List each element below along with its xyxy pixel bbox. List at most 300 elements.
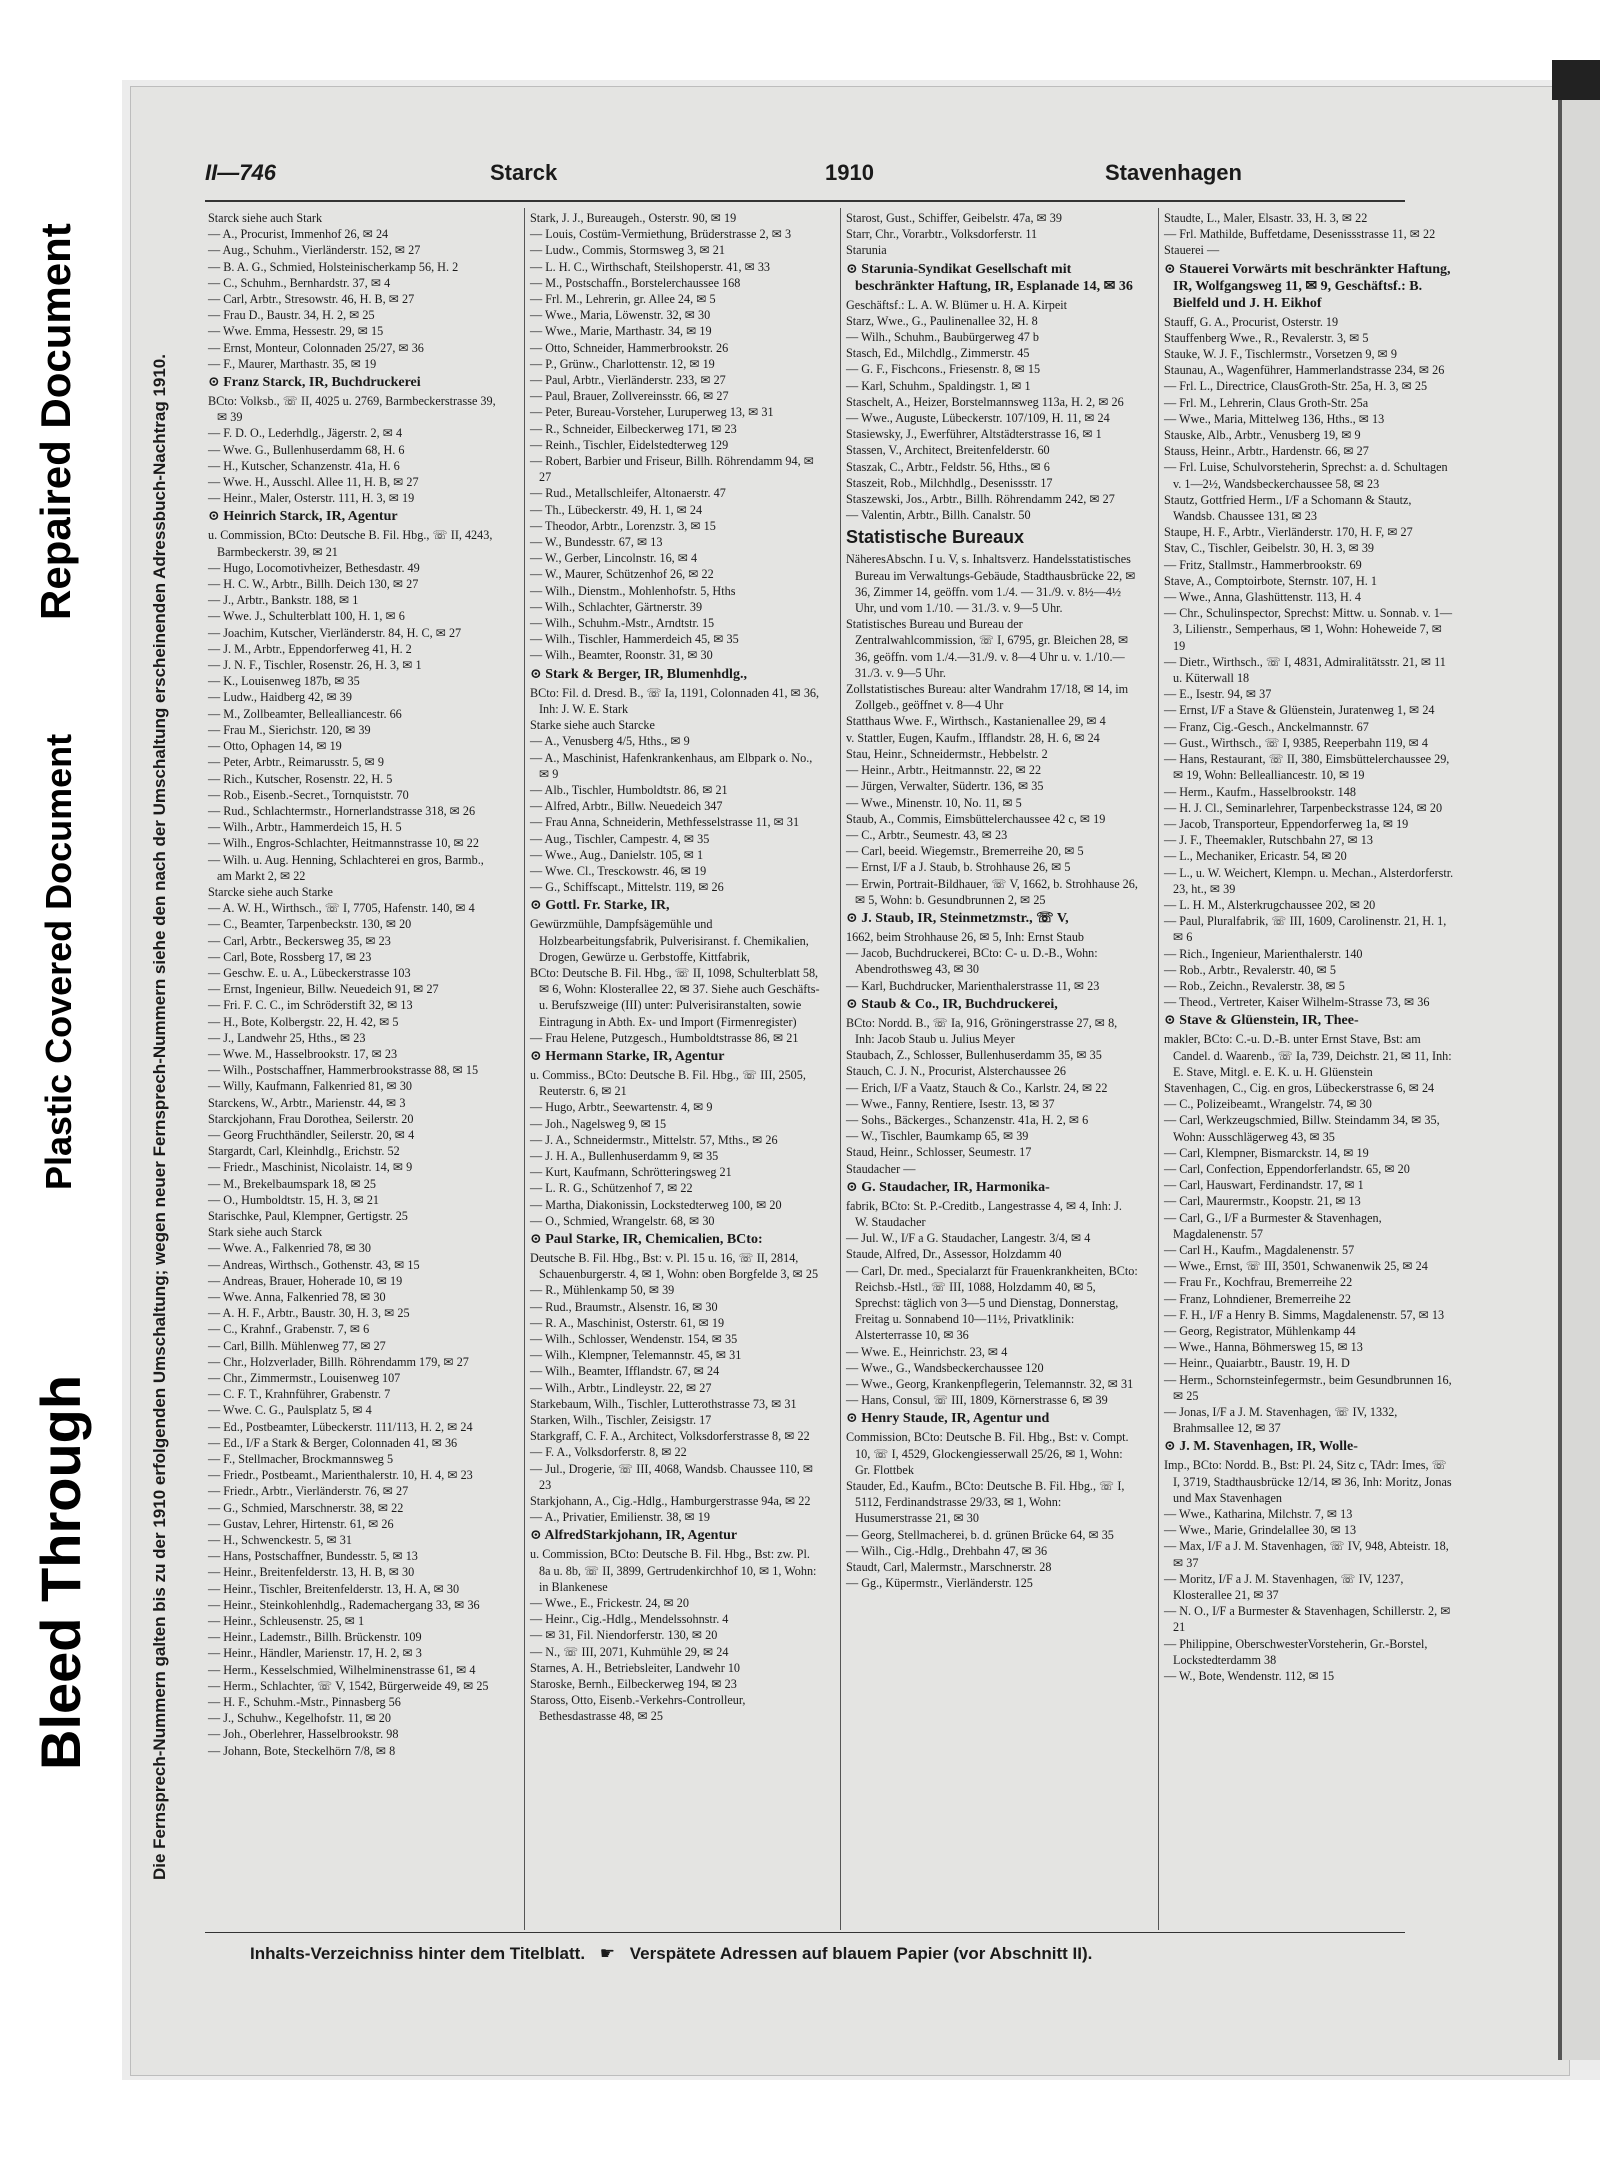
directory-entry: Stavenhagen, C., Cig. en gros, Lübeckerstrasse 6, ✉ 24: [1164, 1080, 1435, 1095]
directory-entry: — M., Postschaffn., Borstelerchaussee 168: [530, 275, 741, 290]
directory-entry: — Chr., Zimmermstr., Louisenweg 107: [208, 1371, 401, 1386]
directory-entry: — Chr., Schulinspector, Sprechst: Mittw. u. Sonnab. v. 1—3, Lilienstr., Semperhaus, ✉ 1, Wohn: Hoheweide 7, ✉ 19: [1164, 606, 1453, 653]
directory-entry: — Heinr., Cig.-Hdlg., Mendelssohnstr. 4: [530, 1612, 729, 1627]
directory-entry: — G. F., Fischcons., Friesenstr. 8, ✉ 15: [846, 362, 1041, 377]
directory-entry: — Wwe. Anna, Falkenried 78, ✉ 30: [208, 1290, 386, 1304]
directory-entry: — Theod., Vertreter, Kaiser Wilhelm-Strasse 73, ✉ 36: [1164, 995, 1430, 1010]
directory-entry: Starke siehe auch Starcke: [530, 718, 655, 733]
directory-entry: — Frl. M., Lehrerin, gr. Allee 24, ✉ 5: [530, 292, 716, 307]
firm-entry: ⊙ AlfredStarkjohann, IR, Agentur: [530, 1528, 738, 1544]
directory-entry: — Otto, Schneider, Hammerbrookstr. 26: [530, 340, 729, 355]
directory-entry: v. Stattler, Eugen, Kaufm., Ifflandstr. 28, H. 6, ✉ 24: [846, 730, 1100, 745]
directory-entry: — Wilh., Tischler, Hammerdeich 45, ✉ 35: [530, 632, 739, 647]
directory-entry: Stauerei —: [1164, 243, 1220, 258]
directory-entry: — Karl, Schuhm., Spaldingstr. 1, ✉ 1: [846, 378, 1031, 393]
directory-entry: — Wwe., Fanny, Rentiere, Isestr. 13, ✉ 37: [846, 1096, 1055, 1111]
directory-entry: fabrik, BCto: St. P.-Creditb., Langestrasse 4, ✉ 4, Inh: J. W. Staudacher: [846, 1198, 1122, 1229]
firm-entry: ⊙ Stauerei Vorwärts mit beschränkter Haftung, IR, Wolfgangsweg 11, ✉ 9, Geschäftsf.: B. Bielfeld und J. H. Eikhof: [1164, 261, 1451, 311]
directory-entry: BCto: Fil. d. Dresd. B., ☏ Ia, 1191, Colonnaden 41, ✉ 36, Inh: J. W. E. Stark: [530, 685, 820, 716]
stamp-plastic-covered: Plastic Covered Document: [38, 733, 79, 1190]
directory-entry: Starz, Wwe., G., Paulinenallee 32, H. 8: [846, 313, 1038, 328]
directory-column-2: [530, 210, 822, 1725]
directory-entry: — Jürgen, Verwalter, Südertr. 136, ✉ 35: [846, 779, 1044, 794]
directory-entry: — Wilh., Beamter, Roonstr. 31, ✉ 30: [530, 648, 713, 663]
directory-entry: — Gg., Küpermstr., Vierländerstr. 125: [846, 1576, 1033, 1591]
directory-entry: — A. W. H., Wirthsch., ☏ I, 7705, Hafenstr. 140, ✉ 4: [208, 901, 475, 916]
firm-entry: ⊙ Franz Starck, IR, Buchdruckerei: [208, 375, 421, 391]
directory-entry: Staudte, L., Maler, Elsastr. 33, H. 3, ✉ 22: [1164, 211, 1368, 225]
directory-entry: Staubach, Z., Schlosser, Bullenhuserdamm 35, ✉ 35: [846, 1048, 1102, 1063]
firm-entry: ⊙ Heinrich Starck, IR, Agentur: [208, 509, 398, 525]
directory-entry: Stav, C., Tischler, Geibelstr. 30, H. 3, ✉ 39: [1164, 541, 1375, 556]
directory-entry: — Ernst, Monteur, Colonnaden 25/27, ✉ 36: [208, 340, 424, 355]
directory-entry: — K., Louisenweg 187b, ✉ 35: [208, 674, 360, 689]
directory-entry: — P., Grünw., Charlottenstr. 12, ✉ 19: [530, 356, 715, 371]
directory-entry: BCto: Volksb., ☏ II, 4025 u. 2769, Barmbeckerstrasse 39, ✉ 39: [208, 394, 496, 425]
stamp-repaired: Repaired Document: [32, 223, 79, 620]
directory-entry: — Carl, Confection, Eppendorferlandstr. 65, ✉ 20: [1164, 1161, 1410, 1176]
directory-entry: NäheresAbschn. I u. V, s. Inhaltsverz. Handelsstatistisches Bureau im Verwaltungs-Gebäude, Stadthausbrücke 22, ✉ 36, Zimmer 14, geöffn. vom 1./4. — 31./9. v. 8½—4½ Uhr, und vom 1./10. — 31./3. v. 9—5 Uhr.: [846, 552, 1136, 616]
directory-column-4: [1164, 210, 1456, 1684]
directory-entry: — Rob., Arbtr., Revalerstr. 40, ✉ 5: [1164, 962, 1337, 977]
directory-entry: Starckens, W., Arbtr., Marienstr. 44, ✉ 3: [208, 1095, 406, 1110]
directory-entry: — Wwe., Auguste, Lübeckerstr. 107/109, H. 11, ✉ 24: [846, 411, 1110, 426]
pointing-hand-icon: ☛: [599, 1944, 616, 1963]
directory-entry: — Johann, Bote, Steckelhörn 7/8, ✉ 8: [208, 1743, 396, 1758]
directory-entry: — Frau Helene, Putzgesch., Humboldtstrasse 86, ✉ 21: [530, 1030, 799, 1045]
directory-entry: — A. H. F., Arbtr., Baustr. 30, H. 3, ✉ 25: [208, 1306, 410, 1321]
directory-entry: — Frau M., Sierichstr. 120, ✉ 39: [208, 722, 371, 737]
directory-entry: Staroske, Bernh., Eilbeckerweg 194, ✉ 23: [530, 1677, 737, 1692]
directory-entry: Stauss, Heinr., Arbtr., Hardenstr. 66, ✉ 27: [1164, 444, 1369, 459]
directory-entry: Stauffenberg Wwe., R., Revalerstr. 3, ✉ 5: [1164, 330, 1369, 345]
directory-entry: — Wilh., Arbtr., Hammerdeich 15, H. 5: [208, 820, 402, 835]
directory-entry: — Ernst, Ingenieur, Billw. Neuedeich 91, ✉ 27: [208, 982, 439, 997]
directory-entry: — J., Landwehr 25, Hths., ✉ 23: [208, 1030, 366, 1045]
directory-entry: — Carl, Billh. Mühlenweg 77, ✉ 27: [208, 1338, 386, 1353]
directory-entry: — Heinr., Tischler, Breitenfelderstr. 13, H. A, ✉ 30: [208, 1581, 460, 1596]
directory-entry: — E., Isestr. 94, ✉ 37: [1164, 687, 1272, 702]
directory-entry: Staudacher —: [846, 1161, 916, 1176]
directory-entry: — Andreas, Brauer, Hoherade 10, ✉ 19: [208, 1273, 403, 1288]
directory-entry: — Heinr., Breitenfelderstr. 13, H. B, ✉ 30: [208, 1565, 415, 1580]
directory-entry: — O., Humboldtstr. 15, H. 3, ✉ 21: [208, 1192, 380, 1207]
directory-entry: Stauff, G. A., Procurist, Osterstr. 19: [1164, 314, 1339, 329]
directory-entry: — Wwe., Maria, Mittelweg 136, Hths., ✉ 13: [1164, 411, 1385, 426]
directory-entry: — Frau Fr., Kochfrau, Bremerreihe 22: [1164, 1275, 1353, 1290]
directory-entry: — W., Bundesstr. 67, ✉ 13: [530, 535, 663, 550]
directory-entry: — M., Zollbeamter, Bellealliancestr. 66: [208, 706, 402, 721]
directory-entry: — Franz, Lohndiener, Bremerreihe 22: [1164, 1291, 1351, 1306]
directory-entry: — A., Procurist, Immenhof 26, ✉ 24: [208, 227, 389, 242]
firm-entry: ⊙ Stave & Glüenstein, IR, Thee-: [1164, 1013, 1359, 1029]
directory-entry: — Martha, Diakonissin, Lockstedterweg 100, ✉ 20: [530, 1197, 782, 1212]
directory-entry: Staub, A., Commis, Eimsbüttelerchaussee 42 c, ✉ 19: [846, 811, 1106, 826]
directory-entry: Staszeit, Rob., Milchhdlg., Desenissstr. 17: [846, 475, 1053, 490]
directory-entry: — Paul, Pluralfabrik, ☏ III, 1609, Carolinenstr. 21, H. 1, ✉ 6: [1164, 914, 1447, 945]
directory-entry: — Wwe., Ernst, ☏ III, 3501, Schwanenwik 25, ✉ 24: [1164, 1259, 1428, 1274]
directory-entry: — W., Maurer, Schützenhof 26, ✉ 22: [530, 567, 714, 582]
directory-entry: — Friedr., Postbeamt., Marienthalerstr. 10, H. 4, ✉ 23: [208, 1468, 473, 1483]
directory-entry: — ✉ 31, Fil. Niendorferstr. 130, ✉ 20: [530, 1628, 718, 1643]
directory-entry: — Herm., Schlachter, ☏ V, 1542, Bürgerweide 49, ✉ 25: [208, 1678, 489, 1693]
directory-entry: — Wwe., Anna, Glashüttenstr. 113, H. 4: [1164, 590, 1362, 605]
directory-entry: — Wwe. M., Hasselbrookstr. 17, ✉ 23: [208, 1046, 398, 1061]
directory-entry: — Wwe., Hanna, Böhmersweg 15, ✉ 13: [1164, 1340, 1363, 1355]
directory-entry: — Wilh., Klempner, Telemannstr. 45, ✉ 31: [530, 1348, 742, 1363]
directory-entry: — Ernst, I/F a J. Staub, b. Strohhause 26, ✉ 5: [846, 860, 1071, 875]
directory-column-3: [846, 210, 1138, 1591]
directory-entry: — Peter, Arbtr., Reimarusstr. 5, ✉ 9: [208, 755, 384, 770]
directory-entry: — Wwe., Aug., Danielstr. 105, ✉ 1: [530, 847, 704, 862]
directory-entry: Staunau, A., Wagenführer, Hammerlandstrasse 234, ✉ 26: [1164, 363, 1445, 378]
directory-entry: — B. A. G., Schmied, Holsteinischerkamp 56, H. 2: [208, 259, 459, 274]
directory-entry: — O., Schmied, Wrangelstr. 68, ✉ 30: [530, 1213, 715, 1228]
directory-entry: — Carl, G., I/F a Burmester & Stavenhagen, Magdalenenstr. 57: [1164, 1210, 1382, 1241]
directory-entry: — Karl, Buchdrucker, Marienthalerstrasse 11, ✉ 23: [846, 978, 1100, 993]
scan-edge-dark: [1552, 60, 1600, 100]
directory-entry: — F. D. O., Lederhdlg., Jägerstr. 2, ✉ 4: [208, 426, 403, 441]
directory-entry: — Friedr., Arbtr., Vierländerstr. 76, ✉ 27: [208, 1484, 409, 1499]
directory-entry: — C., Schuhm., Bernhardstr. 37, ✉ 4: [208, 275, 391, 290]
directory-entry: — Valentin, Arbtr., Billh. Canalstr. 50: [846, 508, 1031, 523]
directory-entry: Staross, Otto, Eisenb.-Verkehrs-Controlleur, Bethesdastrasse 48, ✉ 25: [530, 1693, 746, 1724]
firm-entry: ⊙ Starunia-Syndikat Gesellschaft mit beschränkter Haftung, IR, Esplanade 14, ✉ 36: [846, 261, 1133, 294]
directory-entry: — C., Krahnf., Grabenstr. 7, ✉ 6: [208, 1322, 370, 1337]
directory-entry: — Hans, Consul, ☏ III, 1809, Körnerstrasse 6, ✉ 39: [846, 1393, 1108, 1408]
side-note: Die Fernsprech-Nummern galten bis zu der 1910 erfolgenden Umschaltung; wegen neuer Fernsprech-Nummern siehe den nach der Umschaltung erscheinenden Adressbuch-Nachtrag 1910.: [150, 354, 169, 1880]
directory-entry: Stasch, Ed., Milchdlg., Zimmerstr. 45: [846, 346, 1030, 361]
directory-entry: — L. H. C., Wirthschaft, Steilshoperstr. 41, ✉ 33: [530, 259, 771, 274]
directory-entry: — Heinr., Maler, Osterstr. 111, H. 3, ✉ 19: [208, 491, 415, 506]
firm-entry: ⊙ Henry Staude, IR, Agentur und: [846, 1411, 1050, 1427]
directory-entry: — Alb., Tischler, Humboldtstr. 86, ✉ 21: [530, 782, 728, 797]
directory-entry: — Rich., Ingenieur, Marienthalerstr. 140: [1164, 946, 1363, 961]
directory-entry: Starkjohann, A., Cig.-Hdlg., Hamburgerstrasse 94a, ✉ 22: [530, 1494, 811, 1509]
directory-entry: — H. J. Cl., Seminarlehrer, Tarpenbeckstrasse 124, ✉ 20: [1164, 800, 1443, 815]
directory-entry: Deutsche B. Fil. Hbg., Bst: v. Pl. 15 u. 16, ☏ II, 2814, Schauenburgerstr. 4, ✉ 1, Wohn: oben Borgfelde 3, ✉ 25: [530, 1250, 819, 1282]
directory-entry: — Wwe., E., Frickestr. 24, ✉ 20: [530, 1596, 689, 1611]
directory-entry: Staschelt, A., Heizer, Borstelmannsweg 113a, H. 2, ✉ 26: [846, 394, 1124, 409]
directory-entry: — F., Maurer, Marthastr. 35, ✉ 19: [208, 356, 377, 371]
directory-entry: Staud, Heinr., Schlosser, Seumestr. 17: [846, 1145, 1032, 1160]
directory-entry: — Erich, I/F a Vaatz, Stauch & Co., Karlstr. 24, ✉ 22: [846, 1080, 1108, 1095]
directory-entry: makler, BCto: C.-u. D.-B. unter Ernst Stave, Bst: am Candel. d. Waarenb., ☏ Ia, 739, Deichstr. 21, ✉ 11, Inh: E. Stave, Mitgl. e. E. K. u. H. Glüenstein: [1164, 1032, 1452, 1079]
directory-entry: BCto: Deutsche B. Fil. Hbg., ☏ II, 1098, Schulterblatt 58, ✉ 6, Wohn: Klosterallee 22, ✉ 37. Siehe auch Geschäfts- u. Berufszweige (III) unter: Pulverisiranstalten, sowie Eintragung in Abth. Ex- und Import (Firmenregister): [530, 965, 820, 1029]
directory-entry: — J. N. F., Tischler, Rosenstr. 26, H. 3, ✉ 1: [208, 658, 422, 673]
directory-entry: Zollstatistisches Bureau: alter Wandrahm 17/18, ✉ 14, im Zollgeb., geöffnet v. 8—4 Uhr: [846, 682, 1129, 713]
footer-left: Inhalts-Verzeichniss hinter dem Titelblatt.: [250, 1944, 586, 1963]
directory-entry: — Willy, Kaufmann, Falkenried 81, ✉ 30: [208, 1079, 413, 1094]
directory-entry: — Georg, Registrator, Mühlenkamp 44: [1164, 1324, 1356, 1338]
directory-entry: — Max, I/F a J. M. Stavenhagen, ☏ IV, 948, Abteistr. 18, ✉ 37: [1164, 1539, 1449, 1570]
directory-entry: — F. A., Volksdorferstr. 8, ✉ 22: [530, 1445, 687, 1460]
directory-entry: — Peter, Bureau-Vorsteher, Luruperweg 13, ✉ 31: [530, 405, 774, 420]
directory-entry: — F. H., I/F a Henry B. Simms, Magdalenenstr. 57, ✉ 13: [1164, 1307, 1445, 1322]
directory-entry: — Alfred, Arbtr., Billw. Neuedeich 347: [530, 799, 723, 814]
directory-entry: — Rud., Metallschleifer, Altonaerstr. 47: [530, 486, 726, 501]
directory-entry: Stargardt, Carl, Kleinhdlg., Erichstr. 52: [208, 1144, 400, 1159]
directory-entry: — H., Bote, Kolbergstr. 22, H. 42, ✉ 5: [208, 1014, 399, 1029]
document-condition-stamp: [20, 120, 130, 1820]
directory-entry: — N. O., I/F a Burmester & Stavenhagen, Schillerstr. 2, ✉ 21: [1164, 1604, 1451, 1635]
directory-entry: Starcke siehe auch Starke: [208, 884, 333, 899]
directory-entry: u. Commission, BCto: Deutsche B. Fil. Hbg., ☏ II, 4243, Barmbeckerstr. 39, ✉ 21: [208, 528, 493, 559]
firm-entry: ⊙ Stark & Berger, IR, Blumenhdlg.,: [530, 666, 747, 682]
directory-entry: — R., Schneider, Eilbeckerweg 171, ✉ 23: [530, 421, 737, 436]
directory-entry: — Wilh., Postschaffner, Hammerbrookstrasse 88, ✉ 15: [208, 1063, 479, 1078]
directory-entry: — Jul. W., I/F a G. Staudacher, Langestr. 3/4, ✉ 4: [846, 1231, 1091, 1246]
directory-entry: — Ed., Postbeamter, Lübeckerstr. 111/113, H. 2, ✉ 24: [208, 1419, 473, 1434]
directory-entry: — H. C. W., Arbtr., Billh. Deich 130, ✉ 27: [208, 577, 419, 592]
firm-entry: ⊙ Hermann Starke, IR, Agentur: [530, 1048, 725, 1064]
directory-entry: — Jacob, Buchdruckerei, BCto: C- u. D.-B., Wohn: Abendrothsweg 43, ✉ 30: [846, 946, 1098, 977]
directory-entry: — L. R. G., Schützenhof 7, ✉ 22: [530, 1181, 693, 1196]
directory-entry: — H. F., Schuhm.-Mstr., Pinnasberg 56: [208, 1695, 401, 1710]
directory-entry: — Wilh., Engros-Schlachter, Heitmannstrasse 10, ✉ 22: [208, 836, 479, 851]
directory-entry: — Carl H., Kaufm., Magdalenenstr. 57: [1164, 1242, 1355, 1257]
directory-entry: — M., Brekelbaumspark 18, ✉ 25: [208, 1176, 376, 1191]
header-rule: [205, 200, 1405, 202]
header-year: 1910: [825, 160, 874, 185]
directory-entry: Staszewski, Jos., Arbtr., Billh. Röhrendamm 242, ✉ 27: [846, 492, 1115, 507]
directory-entry: — Wwe., Katharina, Milchstr. 7, ✉ 13: [1164, 1507, 1353, 1522]
directory-entry: — Wilh., Dienstm., Mohlenhofstr. 5, Hths: [530, 583, 736, 598]
directory-entry: — H., Kutscher, Schanzenstr. 41a, H. 6: [208, 458, 400, 473]
page-header: [205, 160, 1395, 190]
directory-entry: — Moritz, I/F a J. M. Stavenhagen, ☏ IV, 1237, Klosterallee 21, ✉ 37: [1164, 1571, 1404, 1603]
directory-entry: — J. M., Arbtr., Eppendorferweg 41, H. 2: [208, 641, 412, 656]
directory-entry: — Carl, Bote, Rossberg 17, ✉ 23: [208, 949, 372, 964]
directory-entry: — Heinr., Steinkohlenhdlg., Rademachergang 33, ✉ 36: [208, 1597, 480, 1612]
directory-entry: — Joh., Nagelsweg 9, ✉ 15: [530, 1116, 667, 1131]
directory-entry: — Heinr., Händler, Marienstr. 17, H. 2, ✉ 3: [208, 1646, 422, 1661]
directory-entry: — Ernst, I/F a Stave & Glüenstein, Juratenweg 1, ✉ 24: [1164, 703, 1435, 718]
firm-entry: ⊙ G. Staudacher, IR, Harmonika-: [846, 1179, 1050, 1195]
directory-entry: — L., Mechaniker, Ericastr. 54, ✉ 20: [1164, 849, 1347, 864]
directory-entry: Staudt, Carl, Malermstr., Marschnerstr. 28: [846, 1560, 1052, 1575]
directory-entry: — Wwe. G., Bullenhuserdamm 68, H. 6: [208, 442, 405, 457]
directory-entry: — Wilh., Schuhm., Baubürgerweg 47 b: [846, 330, 1040, 345]
directory-entry: Stauke, W. J. F., Tischlermstr., Vorsetzen 9, ✉ 9: [1164, 347, 1397, 362]
directory-entry: — A., Maschinist, Hafenkrankenhaus, am Elbpark o. No., ✉ 9: [530, 750, 813, 781]
directory-entry: — A., Venusberg 4/5, Hths., ✉ 9: [530, 734, 690, 749]
directory-entry: — Aug., Schuhm., Vierländerstr. 152, ✉ 27: [208, 243, 421, 258]
column-divider: [840, 208, 841, 1930]
directory-entry: — Jonas, I/F a J. M. Stavenhagen, ☏ IV, 1332, Brahmsallee 12, ✉ 37: [1164, 1405, 1398, 1436]
directory-entry: — Wwe., Georg, Krankenpflegerin, Telemannstr. 32, ✉ 31: [846, 1377, 1134, 1391]
directory-entry: — Wwe. Emma, Hessestr. 29, ✉ 15: [208, 324, 384, 339]
directory-entry: — Herm., Schornsteinfegermstr., beim Gesundbrunnen 16, ✉ 25: [1164, 1372, 1452, 1403]
directory-entry: Starr, Chr., Vorarbtr., Volksdorferstr. 11: [846, 227, 1038, 242]
directory-entry: — Wwe. C. G., Paulsplatz 5, ✉ 4: [208, 1403, 372, 1418]
directory-entry: Starken, Wilh., Tischler, Zeisigstr. 17: [530, 1413, 712, 1428]
directory-entry: Starkebaum, Wilh., Tischler, Lutterothstrasse 73, ✉ 31: [530, 1396, 797, 1411]
directory-entry: — Wilh., Schuhm.-Mstr., Arndtstr. 15: [530, 616, 715, 631]
directory-entry: — Th., Lübeckerstr. 49, H. 1, ✉ 24: [530, 502, 703, 517]
directory-entry: — J. H. A., Bullenhuserdamm 9, ✉ 35: [530, 1148, 719, 1163]
page-number: II—746: [205, 160, 276, 185]
directory-entry: — Hans, Postschaffner, Bundesstr. 5, ✉ 13: [208, 1549, 418, 1564]
directory-entry: — G., Schiffscapt., Mittelstr. 119, ✉ 26: [530, 880, 724, 895]
directory-entry: Starck siehe auch Stark: [208, 211, 323, 225]
directory-entry: u. Commiss., BCto: Deutsche B. Fil. Hbg., ☏ III, 2505, Reuterstr. 6, ✉ 21: [530, 1067, 806, 1099]
directory-entry: — Carl, Hauswart, Ferdinandstr. 17, ✉ 1: [1164, 1178, 1364, 1193]
section-heading: Statistische Bureaux: [846, 527, 1025, 548]
directory-entry: — J., Arbtr., Bankstr. 188, ✉ 1: [208, 593, 359, 608]
directory-entry: — Erwin, Portrait-Bildhauer, ☏ V, 1662, b. Strohhause 26, ✉ 5, Wohn: b. Gesundbrunnen 2, ✉ 25: [846, 876, 1138, 907]
directory-entry: — Herm., Kesselschmied, Wilhelminenstrasse 61, ✉ 4: [208, 1662, 476, 1677]
directory-entry: — Friedr., Maschinist, Nicolaistr. 14, ✉ 9: [208, 1160, 413, 1175]
directory-entry: — Paul, Brauer, Zollvereinsstr. 66, ✉ 27: [530, 389, 729, 404]
directory-entry: — Wwe. A., Falkenried 78, ✉ 30: [208, 1241, 371, 1256]
directory-entry: — Wwe. J., Schulterblatt 100, H. 1, ✉ 6: [208, 609, 405, 624]
directory-entry: — Fri. F. C. C., im Schröderstift 32, ✉ 13: [208, 998, 413, 1013]
directory-entry: — Carl, Klempner, Bismarckstr. 14, ✉ 19: [1164, 1145, 1369, 1160]
directory-entry: Starckjohann, Frau Dorothea, Seilerstr. 20: [208, 1111, 414, 1126]
directory-entry: Starnes, A. H., Betriebsleiter, Landwehr 10: [530, 1660, 741, 1675]
directory-entry: — C., Arbtr., Seumestr. 43, ✉ 23: [846, 827, 1008, 842]
directory-entry: Staude, Alfred, Dr., Assessor, Holzdamm 40: [846, 1247, 1062, 1262]
directory-entry: Imp., BCto: Nordd. B., Bst: Pl. 24, Sitz c, TAdr: Imes, ☏ I, 3719, Stadthausbrücke 12/14, ✉ 36, Inh: Moritz, Jonas und Max Stavenhagen: [1164, 1458, 1452, 1505]
firm-entry: ⊙ Paul Starke, IR, Chemicalien, BCto:: [530, 1231, 763, 1247]
directory-entry: — Heinr., Schleusenstr. 25, ✉ 1: [208, 1614, 365, 1629]
directory-entry: — Frl. Luise, Schulvorsteherin, Sprechst: a. d. Schultagen v. 1—2½, Wandsbeckerchaussee 58, ✉ 23: [1164, 460, 1448, 491]
directory-entry: — Wwe. H., Ausschl. Allee 11, H. B, ✉ 27: [208, 475, 419, 490]
directory-entry: — Wwe., Marie, Grindelallee 30, ✉ 13: [1164, 1523, 1357, 1538]
directory-entry: — J. F., Theemakler, Rutschbahn 27, ✉ 13: [1164, 833, 1373, 848]
directory-entry: Stauder, Ed., Kaufm., BCto: Deutsche B. Fil. Hbg., ☏ I, 5112, Ferdinandstrasse 29/33, ✉ 1, Wohn: Husumerstrasse 21, ✉ 30: [846, 1479, 1125, 1526]
directory-entry: — Ludw., Commis, Stormsweg 3, ✉ 21: [530, 243, 725, 258]
directory-entry: — N., ☏ III, 2071, Kuhmühle 29, ✉ 24: [530, 1644, 729, 1659]
directory-entry: Stave, A., Comptoirbote, Sternstr. 107, H. 1: [1164, 573, 1377, 588]
directory-entry: — G., Schmied, Marschnerstr. 38, ✉ 22: [208, 1500, 404, 1515]
directory-entry: Stauch, C. J. N., Procurist, Alsterchaussee 26: [846, 1064, 1067, 1079]
directory-entry: — Rud., Braumstr., Alsenstr. 16, ✉ 30: [530, 1299, 718, 1314]
directory-entry: — Theodor, Arbtr., Lorenzstr. 3, ✉ 15: [530, 518, 716, 533]
directory-entry: — Gust., Wirthsch., ☏ I, 9385, Reeperbahn 119, ✉ 4: [1164, 735, 1428, 750]
directory-entry: — W., Gerber, Lincolnstr. 16, ✉ 4: [530, 551, 698, 566]
directory-entry: — A., Privatier, Emilienstr. 38, ✉ 19: [530, 1510, 710, 1525]
column-divider: [524, 208, 525, 1930]
directory-entry: Stassen, V., Architect, Breitenfelderstr. 60: [846, 443, 1050, 458]
directory-entry: — Ed., I/F a Stark & Berger, Colonnaden 41, ✉ 36: [208, 1435, 458, 1450]
directory-entry: — Joh., Oberlehrer, Hasselbrookstr. 98: [208, 1727, 399, 1742]
directory-entry: u. Commission, BCto: Deutsche B. Fil. Hbg., Bst: zw. Pl. 8a u. 8b, ☏ II, 3899, Gertrudenkirchhof 10, ✉ 1, Wohn: in Blankenese: [530, 1547, 817, 1594]
directory-entry: — Frl. M., Lehrerin, Claus Groth-Str. 25a: [1164, 395, 1369, 410]
directory-entry: Stau, Heinr., Schneidermstr., Hebbelstr. 2: [846, 746, 1048, 761]
directory-entry: 1662, beim Strohhause 26, ✉ 5, Inh: Ernst Staub: [846, 929, 1085, 944]
column-divider: [1158, 208, 1159, 1930]
directory-entry: — J., Schuhw., Kegelhofstr. 11, ✉ 20: [208, 1711, 391, 1726]
directory-entry: Statthaus Wwe. F., Wirthsch., Kastanienallee 29, ✉ 4: [846, 714, 1106, 729]
directory-entry: — Sohs., Bäckerges., Schanzenstr. 41a, H. 2, ✉ 6: [846, 1112, 1089, 1127]
directory-entry: — Robert, Barbier und Friseur, Billh. Röhrendamm 94, ✉ 27: [530, 454, 814, 485]
firm-entry: ⊙ J. Staub, IR, Steinmetzmstr., ☏ V,: [846, 910, 1069, 926]
directory-entry: — Wilh., Beamter, Ifflandstr. 67, ✉ 24: [530, 1364, 720, 1379]
directory-entry: — Louis, Costüm-Vermiethung, Brüderstrasse 2, ✉ 3: [530, 227, 792, 242]
directory-entry: — Dietr., Wirthsch., ☏ I, 4831, Admiralitätsstr. 21, ✉ 11 u. Küterwall 18: [1164, 654, 1446, 686]
directory-entry: — Frl. L., Directrice, ClausGroth-Str. 25a, H. 3, ✉ 25: [1164, 379, 1428, 394]
header-right-word: Stavenhagen: [1105, 160, 1242, 185]
directory-entry: Gewürzmühle, Dampfsägemühle und Holzbearbeitungsfabrik, Pulverisiranst. f. Chemikalien, Drogen, Gewürze u. Gerbstoffe, Kittfabrik,: [530, 917, 809, 964]
directory-entry: Stauske, Alb., Arbtr., Venusberg 19, ✉ 9: [1164, 428, 1361, 443]
directory-entry: — L. H. M., Alsterkrugchaussee 202, ✉ 20: [1164, 897, 1376, 912]
directory-entry: — F., Stellmacher, Brockmannsweg 5: [208, 1452, 394, 1467]
directory-entry: — Rich., Kutscher, Rosenstr. 22, H. 5: [208, 771, 393, 786]
directory-entry: — Geschw. E. u. A., Lübeckerstrasse 103: [208, 965, 411, 980]
directory-entry: — Wwe., G., Wandsbeckerchaussee 120: [846, 1360, 1044, 1375]
directory-entry: — R., Mühlenkamp 50, ✉ 39: [530, 1283, 675, 1298]
directory-entry: — Wwe., Maria, Löwenstr. 32, ✉ 30: [530, 308, 711, 323]
directory-entry: — Franz, Cig.-Gesch., Anckelmannstr. 67: [1164, 719, 1369, 734]
directory-entry: Statistisches Bureau und Bureau der Zentralwahlcommission, ☏ I, 6795, gr. Bleichen 28, ✉ 36, geöffn. vom 1./4.—31./9. v. 8—4 Uhr u. v. 1./10.—31./3. v. 9—5 Uhr.: [846, 617, 1129, 680]
directory-entry: — Fritz, Stallmstr., Hammerbrookstr. 69: [1164, 557, 1362, 572]
directory-entry: — Chr., Holzverlader, Billh. Röhrendamm 179, ✉ 27: [208, 1354, 469, 1369]
header-left-word: Starck: [490, 160, 558, 185]
directory-entry: — Philippine, OberschwesterVorsteherin, Gr.-Borstel, Lockstedterdamm 38: [1164, 1636, 1428, 1667]
next-page-edge: [1558, 100, 1600, 2060]
directory-entry: Stautz, Gottfried Herm., I/F a Schomann & Stautz, Wandsb. Chaussee 131, ✉ 23: [1164, 492, 1412, 524]
directory-entry: — Wilh. u. Aug. Henning, Schlachterei en gros, Barmb., am Markt 2, ✉ 22: [208, 852, 484, 883]
directory-entry: Staszak, C., Arbtr., Feldstr. 56, Hths., ✉ 6: [846, 459, 1050, 474]
directory-entry: Starischke, Paul, Klempner, Gertigstr. 25: [208, 1208, 408, 1223]
directory-entry: Staupe, H. F., Arbtr., Vierländerstr. 170, H. F, ✉ 27: [1164, 525, 1413, 540]
directory-entry: — Wwe., Minenstr. 10, No. 11, ✉ 5: [846, 795, 1022, 810]
directory-entry: — C., Beamter, Tarpenbeckstr. 130, ✉ 20: [208, 917, 412, 932]
directory-entry: — W., Bote, Wendenstr. 112, ✉ 15: [1164, 1669, 1335, 1684]
directory-entry: Stark siehe auch Starck: [208, 1225, 323, 1240]
directory-entry: — Carl, Dr. med., Specialarzt für Frauenkrankheiten, BCto: Reichsb.-Hstl., ☏ III, 1088, Holzdamm 40, ✉ 5, Sprechst: täglich von 3—5 und Dienstag, Donnerstag, Freitag u. Sonnabend 10—11½, Privatklinik: Alsterterrasse 10, ✉ 36: [846, 1263, 1138, 1343]
directory-entry: — R. A., Maschinist, Osterstr. 61, ✉ 19: [530, 1315, 725, 1330]
directory-entry: — Wilh., Schlosser, Wendenstr. 154, ✉ 35: [530, 1332, 738, 1346]
directory-entry: — Wilh., Schlachter, Gärtnerstr. 39: [530, 599, 703, 614]
directory-entry: — Wwe. Cl., Tresckowstr. 46, ✉ 19: [530, 863, 707, 878]
directory-entry: — C., Polizeibeamt., Wrangelstr. 74, ✉ 30: [1164, 1097, 1372, 1112]
directory-entry: — Wwe., Marie, Marthastr. 34, ✉ 19: [530, 324, 712, 339]
directory-entry: — Jacob, Transporteur, Eppendorferweg 1a, ✉ 19: [1164, 816, 1409, 831]
footer-right: Verspätete Adressen auf blauem Papier (vor Abschnitt II).: [629, 1944, 1093, 1963]
directory-entry: — C. F. T., Krahnführer, Grabenstr. 7: [208, 1387, 391, 1402]
directory-entry: — Herm., Kaufm., Hasselbrookstr. 148: [1164, 784, 1356, 799]
directory-entry: — Carl, Arbtr., Beckersweg 35, ✉ 23: [208, 933, 391, 948]
directory-entry: — W., Tischler, Baumkamp 65, ✉ 39: [846, 1129, 1029, 1144]
directory-entry: Starost, Gust., Schiffer, Geibelstr. 47a, ✉ 39: [846, 211, 1062, 225]
directory-entry: — Hugo, Arbtr., Seewartenstr. 4, ✉ 9: [530, 1100, 713, 1115]
directory-entry: Geschäftsf.: L. A. W. Blümer u. H. A. Kirpeit: [846, 297, 1068, 312]
directory-column-1: [208, 210, 500, 1759]
stamp-bleed-through: Bleed Through: [29, 1374, 92, 1770]
directory-entry: — Rob., Eisenb.-Secret., Tornquiststr. 70: [208, 787, 409, 802]
directory-entry: — Frau D., Baustr. 34, H. 2, ✉ 25: [208, 308, 375, 323]
directory-entry: — Hans, Restaurant, ☏ II, 380, Eimsbüttelerchaussee 29, ✉ 19, Wohn: Bellealliancestr. 10, ✉ 19: [1164, 752, 1450, 783]
directory-entry: — Joachim, Kutscher, Vierländerstr. 84, H. C, ✉ 27: [208, 625, 462, 640]
directory-entry: — Gustav, Lehrer, Hirtenstr. 61, ✉ 26: [208, 1516, 394, 1531]
directory-entry: — Wilh., Arbtr., Lindleystr. 22, ✉ 27: [530, 1380, 712, 1395]
directory-entry: — L., u. W. Weichert, Klempn. u. Mechan., Alsterdorferstr. 23, ht., ✉ 39: [1164, 865, 1454, 896]
directory-entry: — Carl, Arbtr., Stresowstr. 46, H. B, ✉ 27: [208, 292, 415, 307]
directory-entry: — H., Schwenckestr. 5, ✉ 31: [208, 1533, 352, 1548]
directory-entry: — Rob., Zeichn., Revalerstr. 38, ✉ 5: [1164, 978, 1345, 993]
directory-entry: — Wilh., Cig.-Hdlg., Drehbahn 47, ✉ 36: [846, 1543, 1048, 1558]
directory-entry: — Hugo, Locomotivheizer, Bethesdastr. 49: [208, 560, 420, 575]
directory-entry: — Heinr., Arbtr., Heitmannstr. 22, ✉ 22: [846, 763, 1042, 778]
directory-entry: — Frl. Mathilde, Buffetdame, Desenissstrasse 11, ✉ 22: [1164, 227, 1436, 242]
directory-entry: — Andreas, Wirthsch., Gothenstr. 43, ✉ 15: [208, 1257, 420, 1272]
firm-entry: ⊙ J. M. Stavenhagen, IR, Wolle-: [1164, 1439, 1358, 1455]
directory-entry: — Rud., Schlachtermstr., Hornerlandstrasse 318, ✉ 26: [208, 803, 476, 818]
directory-entry: — Carl, beeid. Wiegemstr., Bremerreihe 20, ✉ 5: [846, 844, 1084, 859]
